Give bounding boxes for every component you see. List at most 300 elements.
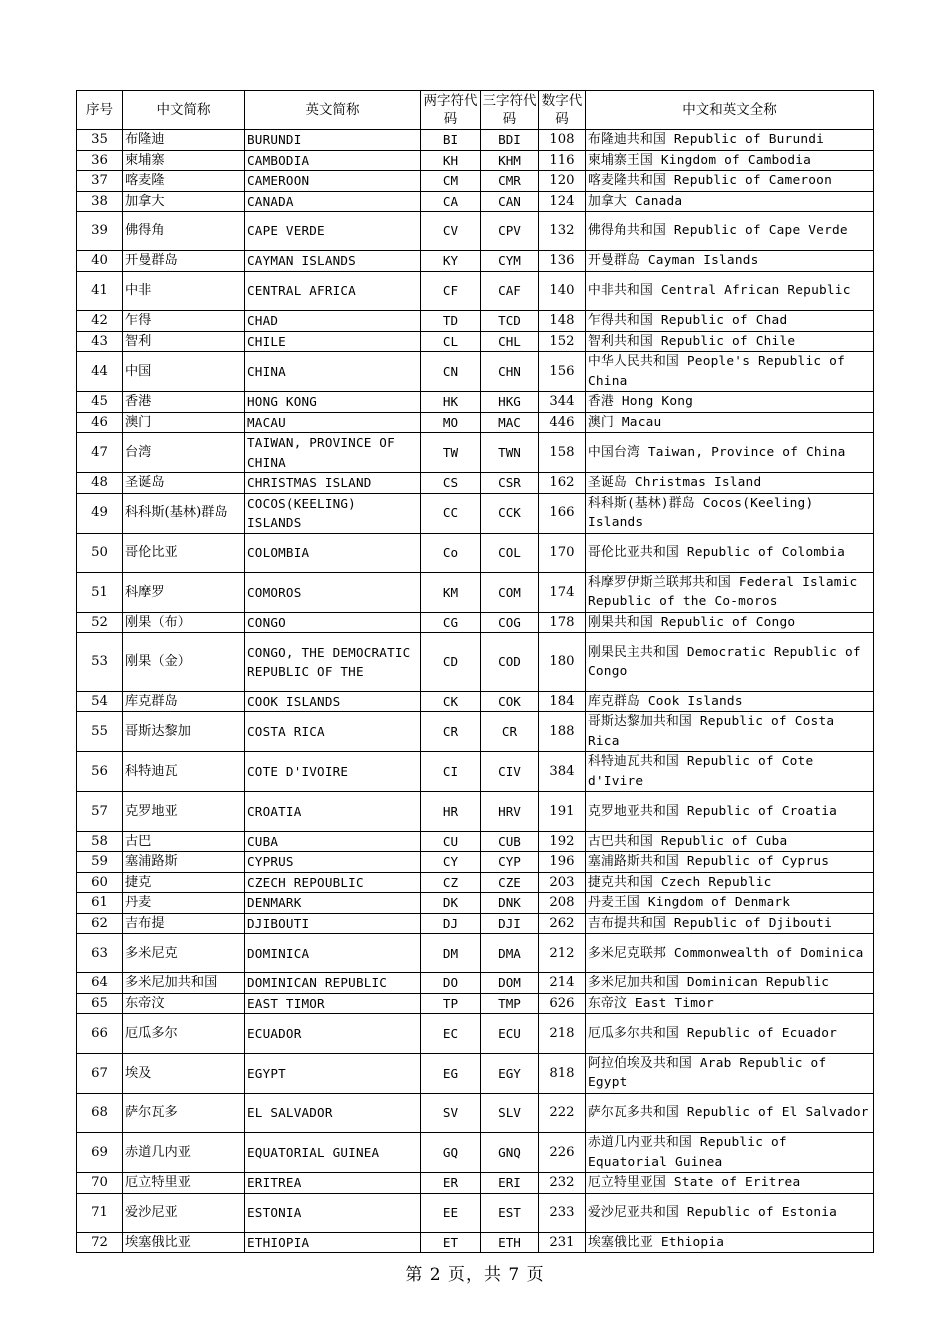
table-row [77, 352, 874, 392]
cell-en-short: CANADA [245, 191, 421, 212]
header-cn-short: 中文简称 [123, 91, 245, 130]
cell-no: 41 [77, 271, 123, 310]
cell-en-short: COTE D'IVOIRE [245, 752, 421, 792]
cell-cn-short: 捷克 [123, 872, 245, 893]
cell-en-short: CAMEROON [245, 171, 421, 192]
table-row [77, 1093, 874, 1132]
cell-cn-short: 佛得角 [123, 212, 245, 251]
cell-numeric: 184 [539, 691, 586, 712]
table-row [77, 893, 874, 914]
cell-alpha3: CIV [481, 752, 539, 792]
cell-no: 52 [77, 612, 123, 633]
cell-full-name: 佛得角共和国 Republic of Cape Verde [586, 212, 874, 251]
cell-alpha2: KM [421, 572, 481, 612]
cell-alpha2: TD [421, 311, 481, 332]
cell-full-name: 中国台湾 Taiwan, Province of China [586, 433, 874, 473]
cell-alpha2: BI [421, 130, 481, 151]
cell-numeric: 166 [539, 493, 586, 533]
cell-en-short: EAST TIMOR [245, 993, 421, 1014]
cell-numeric: 120 [539, 171, 586, 192]
cell-numeric: 222 [539, 1093, 586, 1132]
cell-en-short: EGYPT [245, 1053, 421, 1093]
cell-cn-short: 赤道几内亚 [123, 1133, 245, 1173]
cell-numeric: 156 [539, 352, 586, 392]
cell-alpha2: TP [421, 993, 481, 1014]
cell-no: 40 [77, 251, 123, 272]
cell-cn-short: 香港 [123, 392, 245, 413]
table-row [77, 712, 874, 752]
cell-alpha3: TMP [481, 993, 539, 1014]
cell-en-short: CHILE [245, 331, 421, 352]
cell-en-short: COMOROS [245, 572, 421, 612]
cell-alpha2: CU [421, 831, 481, 852]
cell-numeric: 344 [539, 392, 586, 413]
cell-en-short: DJIBOUTI [245, 913, 421, 934]
cell-numeric: 174 [539, 572, 586, 612]
cell-no: 35 [77, 130, 123, 151]
cell-full-name: 刚果共和国 Republic of Congo [586, 612, 874, 633]
country-code-table [76, 90, 874, 1253]
cell-cn-short: 东帝汶 [123, 993, 245, 1014]
cell-full-name: 科特迪瓦共和国 Republic of Cote d'Ivire [586, 752, 874, 792]
cell-numeric: 818 [539, 1053, 586, 1093]
table-row [77, 1053, 874, 1093]
cell-cn-short: 中国 [123, 352, 245, 392]
cell-alpha3: COK [481, 691, 539, 712]
cell-numeric: 124 [539, 191, 586, 212]
cell-alpha2: DO [421, 973, 481, 994]
table-row [77, 150, 874, 171]
table-row [77, 1014, 874, 1053]
table-row [77, 752, 874, 792]
cell-numeric: 180 [539, 633, 586, 692]
cell-full-name: 喀麦隆共和国 Republic of Cameroon [586, 171, 874, 192]
cell-en-short: ERITREA [245, 1173, 421, 1194]
cell-alpha2: CS [421, 473, 481, 494]
cell-no: 66 [77, 1014, 123, 1053]
table-row [77, 533, 874, 572]
cell-alpha2: CA [421, 191, 481, 212]
cell-numeric: 208 [539, 893, 586, 914]
cell-full-name: 澳门 Macau [586, 412, 874, 433]
cell-numeric: 212 [539, 934, 586, 973]
cell-en-short: CHRISTMAS ISLAND [245, 473, 421, 494]
cell-numeric: 152 [539, 331, 586, 352]
cell-en-short: CENTRAL AFRICA [245, 271, 421, 310]
table-row [77, 691, 874, 712]
cell-alpha3: DMA [481, 934, 539, 973]
cell-numeric: 108 [539, 130, 586, 151]
cell-cn-short: 布隆迪 [123, 130, 245, 151]
cell-alpha3: CAN [481, 191, 539, 212]
cell-no: 36 [77, 150, 123, 171]
cell-numeric: 446 [539, 412, 586, 433]
cell-alpha2: CV [421, 212, 481, 251]
cell-cn-short: 库克群岛 [123, 691, 245, 712]
header-row [77, 91, 874, 130]
cell-numeric: 178 [539, 612, 586, 633]
cell-full-name: 布隆迪共和国 Republic of Burundi [586, 130, 874, 151]
cell-full-name: 库克群岛 Cook Islands [586, 691, 874, 712]
cell-en-short: CAYMAN ISLANDS [245, 251, 421, 272]
cell-cn-short: 埃塞俄比亚 [123, 1232, 245, 1253]
cell-cn-short: 刚果（布） [123, 612, 245, 633]
cell-cn-short: 哥斯达黎加 [123, 712, 245, 752]
cell-full-name: 厄瓜多尔共和国 Republic of Ecuador [586, 1014, 874, 1053]
cell-cn-short: 爱沙尼亚 [123, 1193, 245, 1232]
cell-full-name: 圣诞岛 Christmas Island [586, 473, 874, 494]
cell-no: 48 [77, 473, 123, 494]
cell-full-name: 古巴共和国 Republic of Cuba [586, 831, 874, 852]
table-row [77, 392, 874, 413]
table-row [77, 831, 874, 852]
cell-no: 72 [77, 1232, 123, 1253]
cell-alpha3: CR [481, 712, 539, 752]
cell-en-short: HONG KONG [245, 392, 421, 413]
cell-alpha2: CM [421, 171, 481, 192]
cell-alpha2: SV [421, 1093, 481, 1132]
cell-numeric: 191 [539, 792, 586, 831]
cell-cn-short: 智利 [123, 331, 245, 352]
cell-cn-short: 塞浦路斯 [123, 852, 245, 873]
table-row [77, 913, 874, 934]
cell-numeric: 192 [539, 831, 586, 852]
cell-full-name: 爱沙尼亚共和国 Republic of Estonia [586, 1193, 874, 1232]
cell-alpha2: CL [421, 331, 481, 352]
cell-no: 42 [77, 311, 123, 332]
cell-en-short: COSTA RICA [245, 712, 421, 752]
cell-full-name: 克罗地亚共和国 Republic of Croatia [586, 792, 874, 831]
cell-full-name: 中非共和国 Central African Republic [586, 271, 874, 310]
cell-numeric: 262 [539, 913, 586, 934]
cell-alpha2: KY [421, 251, 481, 272]
table-row [77, 271, 874, 310]
cell-cn-short: 吉布提 [123, 913, 245, 934]
cell-numeric: 196 [539, 852, 586, 873]
cell-full-name: 哥斯达黎加共和国 Republic of Costa Rica [586, 712, 874, 752]
table-row [77, 973, 874, 994]
cell-alpha2: DM [421, 934, 481, 973]
cell-no: 38 [77, 191, 123, 212]
cell-full-name: 科科斯(基林)群岛 Cocos(Keeling) Islands [586, 493, 874, 533]
cell-no: 51 [77, 572, 123, 612]
cell-alpha2: Co [421, 533, 481, 572]
cell-numeric: 140 [539, 271, 586, 310]
cell-alpha3: MAC [481, 412, 539, 433]
cell-cn-short: 哥伦比亚 [123, 533, 245, 572]
cell-full-name: 哥伦比亚共和国 Republic of Colombia [586, 533, 874, 572]
cell-full-name: 吉布提共和国 Republic of Djibouti [586, 913, 874, 934]
cell-en-short: CZECH REPOUBLIC [245, 872, 421, 893]
cell-alpha3: CZE [481, 872, 539, 893]
header-alpha3: 三字符代码 [481, 91, 539, 130]
cell-full-name: 埃塞俄比亚 Ethiopia [586, 1232, 874, 1253]
page-footer: 第 2 页，共 7 页 [405, 1265, 545, 1285]
cell-no: 43 [77, 331, 123, 352]
cell-full-name: 刚果民主共和国 Democratic Republic of Congo [586, 633, 874, 692]
cell-alpha2: HK [421, 392, 481, 413]
cell-en-short: ECUADOR [245, 1014, 421, 1053]
cell-no: 67 [77, 1053, 123, 1093]
cell-no: 49 [77, 493, 123, 533]
table-row [77, 792, 874, 831]
table-row [77, 1133, 874, 1173]
cell-numeric: 148 [539, 311, 586, 332]
cell-en-short: EQUATORIAL GUINEA [245, 1133, 421, 1173]
cell-alpha2: CN [421, 352, 481, 392]
cell-alpha2: CK [421, 691, 481, 712]
cell-numeric: 384 [539, 752, 586, 792]
cell-en-short: CHAD [245, 311, 421, 332]
cell-alpha3: EST [481, 1193, 539, 1232]
cell-no: 46 [77, 412, 123, 433]
cell-alpha3: HRV [481, 792, 539, 831]
cell-no: 55 [77, 712, 123, 752]
cell-en-short: BURUNDI [245, 130, 421, 151]
cell-alpha3: TWN [481, 433, 539, 473]
cell-no: 61 [77, 893, 123, 914]
cell-numeric: 136 [539, 251, 586, 272]
cell-full-name: 塞浦路斯共和国 Republic of Cyprus [586, 852, 874, 873]
table-row [77, 1193, 874, 1232]
cell-no: 39 [77, 212, 123, 251]
cell-alpha2: CG [421, 612, 481, 633]
cell-cn-short: 多米尼加共和国 [123, 973, 245, 994]
cell-numeric: 158 [539, 433, 586, 473]
cell-cn-short: 刚果（金） [123, 633, 245, 692]
cell-alpha3: SLV [481, 1093, 539, 1132]
cell-numeric: 170 [539, 533, 586, 572]
cell-full-name: 开曼群岛 Cayman Islands [586, 251, 874, 272]
cell-cn-short: 台湾 [123, 433, 245, 473]
cell-alpha3: CAF [481, 271, 539, 310]
header-full-name: 中文和英文全称 [586, 91, 874, 130]
cell-no: 47 [77, 433, 123, 473]
cell-full-name: 厄立特里亚国 State of Eritrea [586, 1173, 874, 1194]
cell-numeric: 214 [539, 973, 586, 994]
cell-en-short: CONGO, THE DEMOCRATIC REPUBLIC OF THE [245, 633, 421, 692]
cell-no: 50 [77, 533, 123, 572]
cell-full-name: 捷克共和国 Czech Republic [586, 872, 874, 893]
cell-alpha2: DK [421, 893, 481, 914]
cell-full-name: 东帝汶 East Timor [586, 993, 874, 1014]
cell-alpha3: HKG [481, 392, 539, 413]
cell-alpha2: EE [421, 1193, 481, 1232]
cell-full-name: 多米尼克联邦 Commonwealth of Dominica [586, 934, 874, 973]
cell-no: 63 [77, 934, 123, 973]
table-row [77, 612, 874, 633]
cell-cn-short: 开曼群岛 [123, 251, 245, 272]
cell-no: 70 [77, 1173, 123, 1194]
cell-en-short: MACAU [245, 412, 421, 433]
cell-cn-short: 柬埔寨 [123, 150, 245, 171]
table-row [77, 872, 874, 893]
cell-en-short: CAPE VERDE [245, 212, 421, 251]
cell-alpha2: CF [421, 271, 481, 310]
cell-no: 58 [77, 831, 123, 852]
table-row [77, 633, 874, 692]
cell-full-name: 多米尼加共和国 Dominican Republic [586, 973, 874, 994]
cell-cn-short: 古巴 [123, 831, 245, 852]
table-row [77, 331, 874, 352]
cell-en-short: CROATIA [245, 792, 421, 831]
cell-cn-short: 埃及 [123, 1053, 245, 1093]
cell-no: 53 [77, 633, 123, 692]
cell-alpha2: CY [421, 852, 481, 873]
cell-full-name: 乍得共和国 Republic of Chad [586, 311, 874, 332]
cell-en-short: CONGO [245, 612, 421, 633]
cell-en-short: DOMINICAN REPUBLIC [245, 973, 421, 994]
cell-numeric: 116 [539, 150, 586, 171]
cell-alpha2: EC [421, 1014, 481, 1053]
cell-full-name: 柬埔寨王国 Kingdom of Cambodia [586, 150, 874, 171]
cell-cn-short: 加拿大 [123, 191, 245, 212]
table-row [77, 934, 874, 973]
cell-en-short: EL SALVADOR [245, 1093, 421, 1132]
cell-numeric: 233 [539, 1193, 586, 1232]
cell-en-short: COLOMBIA [245, 533, 421, 572]
table-row [77, 412, 874, 433]
cell-no: 54 [77, 691, 123, 712]
cell-numeric: 226 [539, 1133, 586, 1173]
cell-no: 64 [77, 973, 123, 994]
table-row [77, 493, 874, 533]
cell-alpha3: CUB [481, 831, 539, 852]
cell-no: 68 [77, 1093, 123, 1132]
table-row [77, 171, 874, 192]
cell-alpha3: COL [481, 533, 539, 572]
cell-numeric: 231 [539, 1232, 586, 1253]
cell-full-name: 加拿大 Canada [586, 191, 874, 212]
cell-no: 37 [77, 171, 123, 192]
header-en-short: 英文简称 [245, 91, 421, 130]
cell-alpha3: GNQ [481, 1133, 539, 1173]
cell-cn-short: 乍得 [123, 311, 245, 332]
cell-alpha3: COM [481, 572, 539, 612]
cell-alpha3: BDI [481, 130, 539, 151]
cell-full-name: 萨尔瓦多共和国 Republic of El Salvador [586, 1093, 874, 1132]
cell-no: 69 [77, 1133, 123, 1173]
cell-cn-short: 圣诞岛 [123, 473, 245, 494]
cell-en-short: TAIWAN, PROVINCE OF CHINA [245, 433, 421, 473]
table-row [77, 251, 874, 272]
cell-en-short: CAMBODIA [245, 150, 421, 171]
cell-no: 60 [77, 872, 123, 893]
table-row [77, 993, 874, 1014]
cell-alpha2: HR [421, 792, 481, 831]
cell-alpha2: CI [421, 752, 481, 792]
cell-alpha2: KH [421, 150, 481, 171]
header-numeric: 数字代码 [539, 91, 586, 130]
cell-full-name: 香港 Hong Kong [586, 392, 874, 413]
cell-alpha2: CR [421, 712, 481, 752]
cell-no: 59 [77, 852, 123, 873]
cell-alpha3: DJI [481, 913, 539, 934]
cell-en-short: COOK ISLANDS [245, 691, 421, 712]
cell-alpha2: CD [421, 633, 481, 692]
cell-alpha3: ETH [481, 1232, 539, 1253]
cell-alpha2: CC [421, 493, 481, 533]
table-row [77, 130, 874, 151]
cell-en-short: DOMINICA [245, 934, 421, 973]
cell-en-short: COCOS(KEELING) ISLANDS [245, 493, 421, 533]
cell-no: 65 [77, 993, 123, 1014]
cell-numeric: 203 [539, 872, 586, 893]
cell-alpha3: ECU [481, 1014, 539, 1053]
cell-no: 57 [77, 792, 123, 831]
cell-alpha2: ET [421, 1232, 481, 1253]
cell-cn-short: 科科斯(基林)群岛 [123, 493, 245, 533]
cell-alpha3: CHL [481, 331, 539, 352]
cell-alpha3: COG [481, 612, 539, 633]
cell-full-name: 阿拉伯埃及共和国 Arab Republic of Egypt [586, 1053, 874, 1093]
cell-no: 44 [77, 352, 123, 392]
cell-alpha3: ERI [481, 1173, 539, 1194]
cell-cn-short: 中非 [123, 271, 245, 310]
cell-numeric: 162 [539, 473, 586, 494]
cell-alpha2: MO [421, 412, 481, 433]
cell-alpha3: CYM [481, 251, 539, 272]
cell-cn-short: 丹麦 [123, 893, 245, 914]
cell-en-short: DENMARK [245, 893, 421, 914]
cell-alpha3: DNK [481, 893, 539, 914]
cell-numeric: 626 [539, 993, 586, 1014]
table-row [77, 311, 874, 332]
cell-alpha2: GQ [421, 1133, 481, 1173]
cell-alpha3: CYP [481, 852, 539, 873]
cell-full-name: 中华人民共和国 People's Republic of China [586, 352, 874, 392]
cell-cn-short: 克罗地亚 [123, 792, 245, 831]
cell-full-name: 科摩罗伊斯兰联邦共和国 Federal Islamic Republic of the Co-moros [586, 572, 874, 612]
table-row [77, 191, 874, 212]
cell-alpha2: EG [421, 1053, 481, 1093]
cell-alpha3: CHN [481, 352, 539, 392]
cell-alpha2: DJ [421, 913, 481, 934]
table-row [77, 852, 874, 873]
cell-alpha3: CSR [481, 473, 539, 494]
table-row [77, 572, 874, 612]
cell-alpha3: DOM [481, 973, 539, 994]
cell-numeric: 188 [539, 712, 586, 752]
table-row [77, 212, 874, 251]
cell-numeric: 232 [539, 1173, 586, 1194]
cell-no: 56 [77, 752, 123, 792]
cell-alpha2: ER [421, 1173, 481, 1194]
cell-cn-short: 萨尔瓦多 [123, 1093, 245, 1132]
cell-alpha3: EGY [481, 1053, 539, 1093]
cell-cn-short: 厄瓜多尔 [123, 1014, 245, 1053]
table-body [77, 130, 874, 1253]
header-no: 序号 [77, 91, 123, 130]
cell-numeric: 132 [539, 212, 586, 251]
cell-alpha3: COD [481, 633, 539, 692]
cell-no: 45 [77, 392, 123, 413]
cell-alpha3: CPV [481, 212, 539, 251]
cell-alpha3: KHM [481, 150, 539, 171]
cell-en-short: CHINA [245, 352, 421, 392]
header-alpha2: 两字符代码 [421, 91, 481, 130]
cell-en-short: CYPRUS [245, 852, 421, 873]
cell-full-name: 赤道几内亚共和国 Republic of Equatorial Guinea [586, 1133, 874, 1173]
cell-en-short: CUBA [245, 831, 421, 852]
cell-cn-short: 喀麦隆 [123, 171, 245, 192]
table-row [77, 433, 874, 473]
cell-alpha3: CMR [481, 171, 539, 192]
cell-alpha3: CCK [481, 493, 539, 533]
cell-en-short: ETHIOPIA [245, 1232, 421, 1253]
cell-cn-short: 科特迪瓦 [123, 752, 245, 792]
cell-no: 62 [77, 913, 123, 934]
